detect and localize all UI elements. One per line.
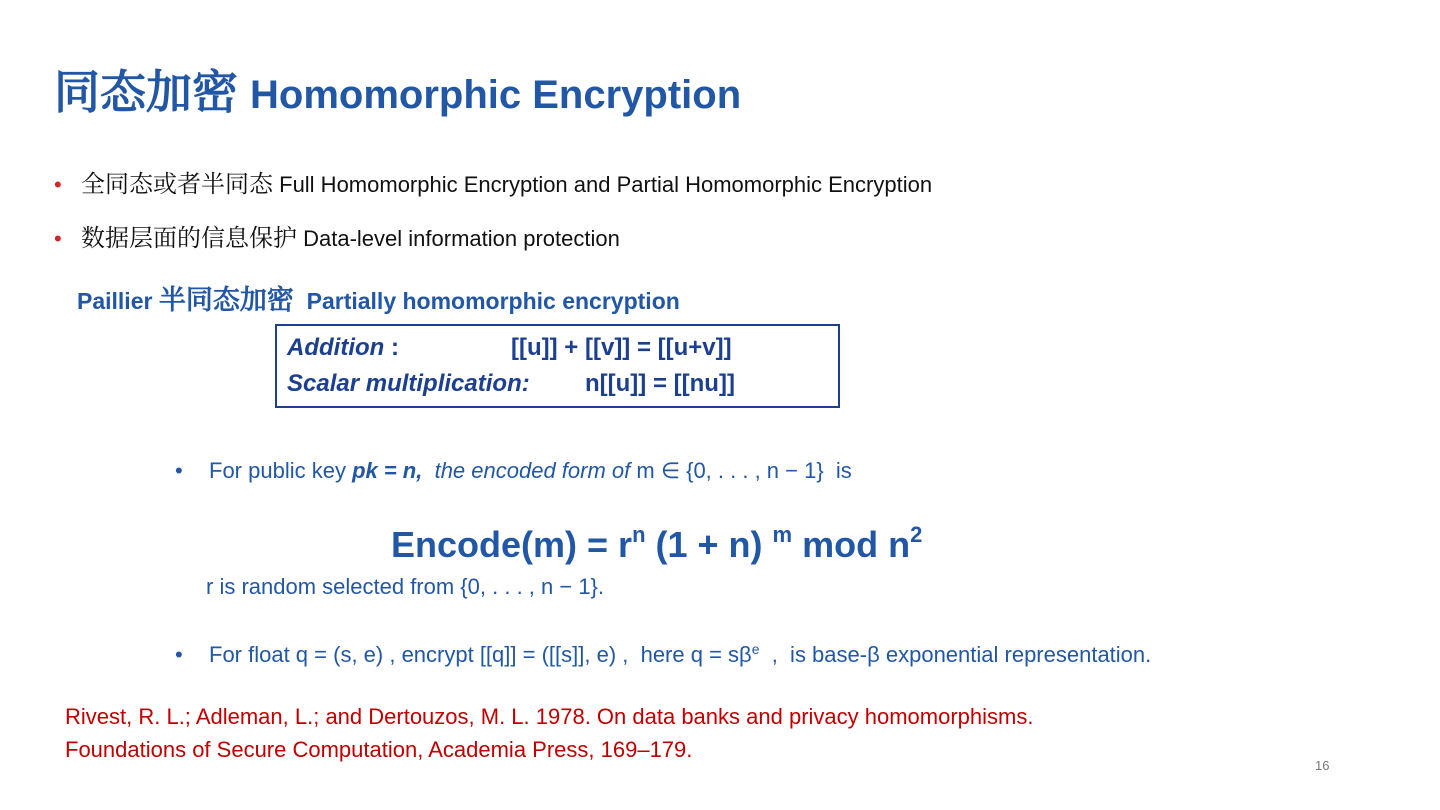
- pk-text-a: For public key: [209, 458, 353, 483]
- paillier-en: Partially homomorphic encryption: [306, 288, 680, 314]
- slide-title: [54, 56, 741, 122]
- paillier-heading: [77, 278, 680, 317]
- bullet-data-level: [54, 218, 620, 253]
- bullet-en: Data-level information protection: [303, 226, 620, 251]
- random-r-line: r is random selected from {0, . . . , n − 1}.: [206, 574, 605, 599]
- reference-line-1: Rivest, R. L.; Adleman, L.; and Dertouzos, M. L. 1978. On data banks and privacy homomorphisms.: [65, 704, 1034, 729]
- encode-sup-n: n: [632, 522, 646, 547]
- addition-colon: :: [384, 334, 399, 361]
- pk-text-b: pk = n,: [352, 458, 423, 483]
- public-key-bullet: [175, 458, 852, 484]
- pk-text-c: the encoded form of: [422, 458, 631, 483]
- encode-b: (1 + n): [645, 524, 773, 565]
- float-text-a: For float q = (s, e) , encrypt [[q]] = ([[s]], e) , here q = sβ: [209, 642, 752, 667]
- title-zh: 同态加密: [54, 66, 238, 118]
- pk-text-d: m ∈ {0, . . . , n − 1} is: [630, 458, 852, 483]
- encode-sup-2: 2: [910, 522, 923, 547]
- bullet-full-partial: [54, 164, 932, 199]
- bullet-marker: •: [175, 458, 183, 483]
- encode-a: Encode(m) = r: [391, 524, 633, 565]
- bullet-marker: •: [175, 642, 183, 667]
- paillier-zh: 半同态加密: [158, 285, 294, 315]
- page-number: 16: [1315, 758, 1330, 773]
- title-en: Homomorphic Encryption: [250, 73, 742, 117]
- bullet-zh: 数据层面的信息保护: [81, 225, 297, 252]
- addition-label: Addition: [287, 334, 385, 361]
- reference-line-2: Foundations of Secure Computation, Academia Press, 169–179.: [65, 737, 693, 762]
- bullet-marker: •: [54, 172, 62, 197]
- scalar-formula: n[[u]] = [[nu]]: [585, 370, 735, 397]
- float-sup-e: e: [751, 641, 760, 657]
- addition-line: [287, 334, 732, 362]
- bullet-en: Full Homomorphic Encryption and Partial Homomorphic Encryption: [279, 172, 933, 197]
- scalar-line: [287, 370, 735, 398]
- bullet-zh: 全同态或者半同态: [81, 171, 273, 198]
- bullet-marker: •: [54, 226, 62, 251]
- addition-formula: [[u]] + [[v]] = [[u+v]]: [511, 334, 732, 361]
- properties-box: [275, 324, 840, 408]
- encode-sup-m: m: [772, 522, 793, 547]
- scalar-label: Scalar multiplication:: [287, 370, 530, 397]
- float-text-b: , is base-β exponential representation.: [759, 642, 1152, 667]
- encode-formula: [391, 522, 922, 566]
- float-bullet: [175, 641, 1151, 668]
- encode-c: mod n: [792, 524, 911, 565]
- paillier-prefix: Paillier: [77, 288, 153, 314]
